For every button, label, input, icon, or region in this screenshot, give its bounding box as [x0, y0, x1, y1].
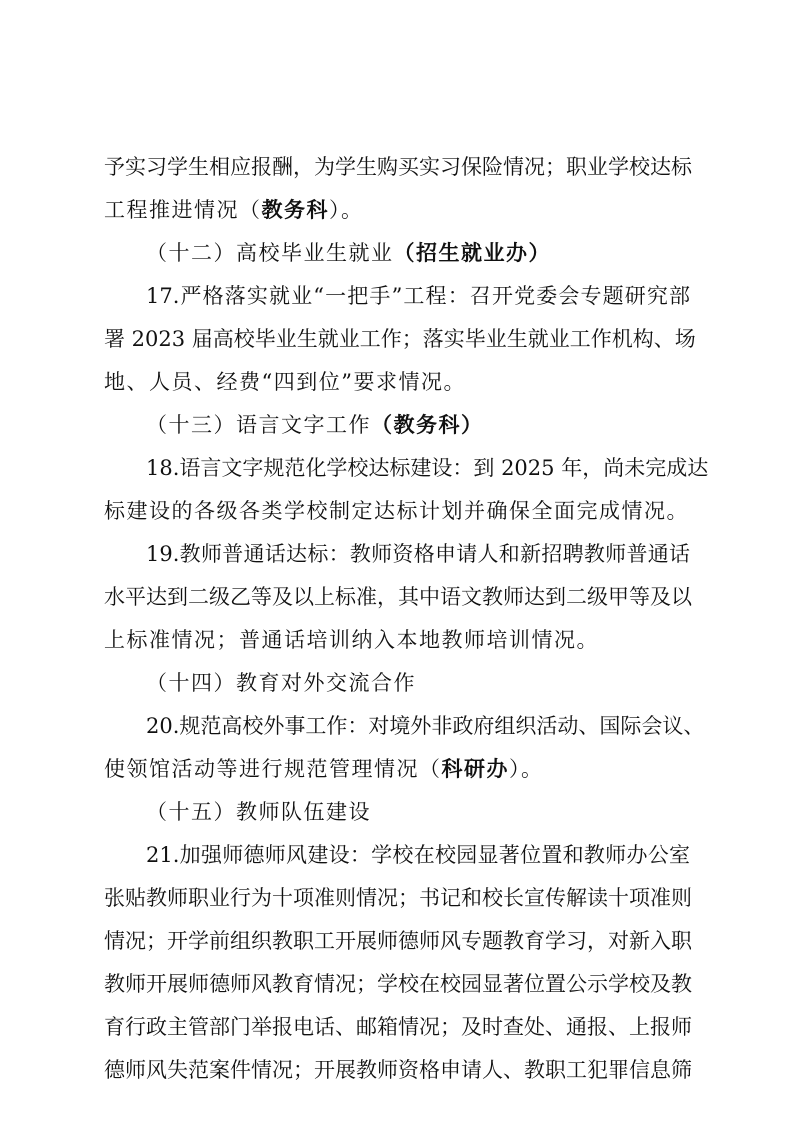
text-line: 17.严格落实就业“一把手”工程：召开党委会专题研究部 [146, 284, 690, 308]
text-segment: （ [419, 757, 442, 781]
text-line: 育行政主管部门举报电话、邮箱情况；及时查处、通报、上报师 [104, 1015, 692, 1039]
department-label: （招生就业办） [393, 240, 551, 265]
text-segment: ）。 [329, 198, 364, 222]
section-title: （十三）语言文字工作 [146, 413, 371, 437]
text-line: 地、人员、经费“四到位”要求情况。 [104, 370, 466, 394]
text-line: 教师开展师德师风教育情况；学校在校园显著位置公示学校及教 [104, 972, 692, 996]
text-line: 21.加强师德师风建设：学校在校园显著位置和教师办公室 [146, 843, 690, 867]
section-heading [146, 410, 484, 440]
text-line: 上标准情况；普通话培训纳入本地教师培训情况。 [104, 628, 599, 652]
text-line: 标建设的各级各类学校制定达标计划并确保全面完成情况。 [104, 499, 689, 523]
text-line: 18.语言文字规范化学校达标建设：到 2025 年，尚未完成达 [146, 456, 709, 480]
text-line: 署 2023 届高校毕业生就业工作；落实毕业生就业工作机构、场 [104, 327, 696, 351]
text-line [104, 754, 544, 784]
text-segment: 工程推进情况 [104, 198, 239, 222]
text-line: 予实习学生相应报酬，为学生购买实习保险情况；职业学校达标 [104, 155, 692, 179]
department-label: 教务科 [261, 197, 329, 222]
department-label: 科研办 [441, 756, 509, 781]
department-label: （教务科） [371, 412, 484, 437]
text-segment: 使领馆活动等进行规范管理情况 [104, 757, 419, 781]
text-segment: （ [239, 198, 262, 222]
text-line: 情况；开学前组织教职工开展师德师风专题教育学习，对新入职 [104, 929, 692, 953]
text-line: 19.教师普通话达标：教师资格申请人和新招聘教师普通话 [146, 542, 690, 566]
text-line: 德师风失范案件情况；开展教师资格申请人、教职工犯罪信息筛 [104, 1058, 692, 1082]
section-title: （十二）高校毕业生就业 [146, 241, 394, 265]
text-segment: ）。 [509, 757, 544, 781]
section-heading [146, 238, 551, 268]
text-line: 水平达到二级乙等及以上标准，其中语文教师达到二级甲等及以 [104, 585, 692, 609]
section-heading: （十四）教育对外交流合作 [146, 671, 416, 695]
text-line [104, 195, 364, 225]
text-line: 20.规范高校外事工作：对境外非政府组织活动、国际会议、 [146, 714, 705, 738]
section-heading: （十五）教师队伍建设 [146, 800, 371, 824]
text-line: 张贴教师职业行为十项准则情况；书记和校长宣传解读十项准则 [104, 886, 692, 910]
